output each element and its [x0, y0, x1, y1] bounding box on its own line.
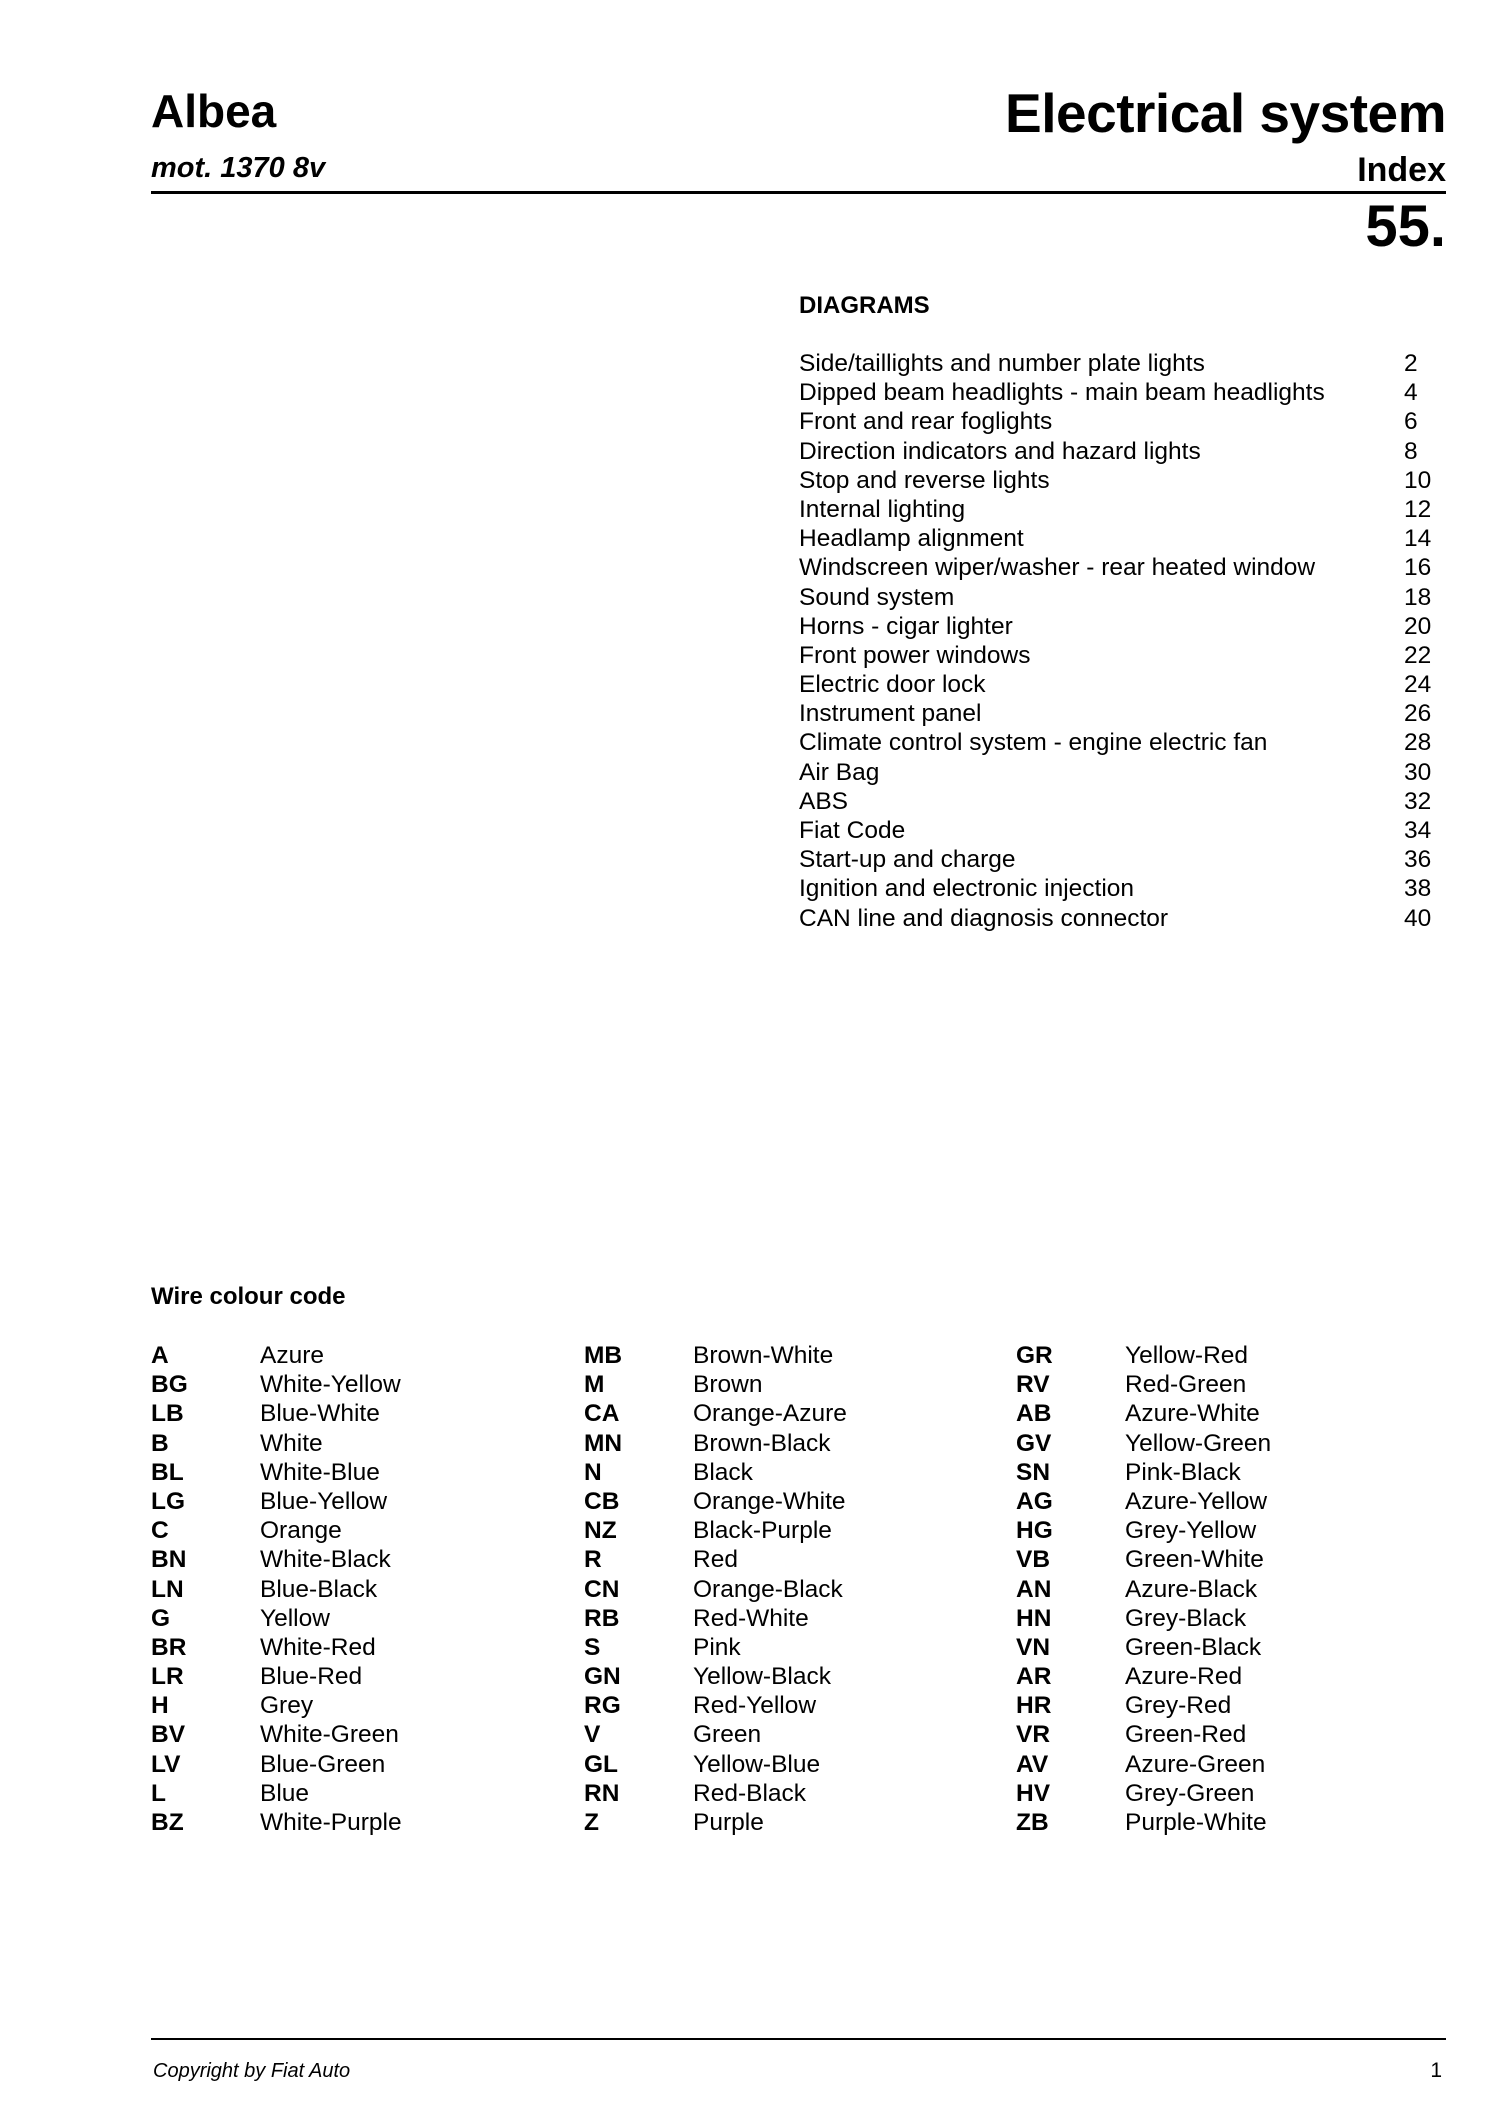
wire-code: LG [151, 1487, 186, 1515]
wire-code: AV [1016, 1750, 1049, 1778]
wire-code-row [151, 1750, 571, 1779]
diagram-page: 24 [1404, 671, 1432, 699]
diagram-list-item [799, 466, 1439, 495]
diagrams-list [799, 349, 1439, 933]
diagram-label: Direction indicators and hazard lights [799, 437, 1201, 465]
section-title: Index [1357, 151, 1446, 189]
wire-code: HG [1016, 1517, 1053, 1545]
wire-code-row [584, 1487, 1004, 1516]
wire-colour-name: Red [693, 1546, 738, 1574]
wire-code: BN [151, 1546, 187, 1574]
diagram-label: Fiat Code [799, 817, 906, 844]
wire-code: AB [1016, 1400, 1052, 1428]
copyright: Copyright by Fiat Auto [153, 2060, 351, 2082]
wire-colour-name: Orange-White [693, 1487, 846, 1515]
wire-colour-name: White [260, 1429, 323, 1457]
wire-code-row [1016, 1487, 1436, 1516]
wire-code: AG [1016, 1487, 1053, 1515]
diagram-list-item [799, 904, 1439, 933]
wire-code: RN [584, 1779, 620, 1807]
wire-colour-name: White-Yellow [260, 1371, 401, 1399]
diagram-page: 4 [1404, 379, 1418, 407]
wire-code: LB [151, 1400, 184, 1428]
wire-code-row [1016, 1575, 1436, 1604]
wire-colour-name: Blue-Red [260, 1663, 363, 1691]
wire-code: M [584, 1371, 605, 1399]
wire-code: S [584, 1633, 601, 1661]
wire-code-row [584, 1691, 1004, 1720]
wire-colour-name: Green-Black [1125, 1633, 1262, 1661]
wire-code-row [584, 1370, 1004, 1399]
wire-code: RG [584, 1692, 621, 1720]
wire-colour-name: Black-Purple [693, 1517, 832, 1545]
page-number: 1 [1430, 2059, 1442, 2082]
wire-colour-name: Pink [693, 1633, 741, 1661]
wire-colour-name: Yellow-Blue [693, 1750, 821, 1778]
diagram-list-item [799, 583, 1439, 612]
wire-code-row [584, 1662, 1004, 1691]
wire-colour-heading: Wire colour code [151, 1283, 346, 1310]
footer-divider [151, 2038, 1446, 2040]
diagram-label: Ignition and electronic injection [799, 875, 1135, 903]
diagram-label: CAN line and diagnosis connector [799, 904, 1169, 932]
wire-code: CN [584, 1575, 620, 1603]
wire-colour-name: Grey [260, 1692, 314, 1720]
chapter-number: 55. [1365, 194, 1446, 259]
wire-code-row [1016, 1720, 1436, 1749]
diagram-label: Side/taillights and number plate lights [799, 350, 1205, 377]
diagram-label: Start-up and charge [799, 846, 1016, 874]
brand-title: Albea [151, 85, 277, 137]
wire-code-row [584, 1575, 1004, 1604]
wire-colour-name: Orange-Azure [693, 1400, 847, 1428]
wire-code: RV [1016, 1371, 1050, 1399]
diagram-list-item [799, 787, 1439, 816]
wire-colour-name: Yellow-Red [1125, 1342, 1249, 1369]
wire-colour-name: Blue-Black [260, 1575, 378, 1603]
wire-code: HV [1016, 1779, 1051, 1807]
wire-code-row [151, 1487, 571, 1516]
diagram-list-item [799, 816, 1439, 845]
diagram-list-item [799, 699, 1439, 728]
wire-colour-name: Yellow [260, 1604, 330, 1632]
wire-code-row [584, 1720, 1004, 1749]
wire-code-row [1016, 1545, 1436, 1574]
wire-colour-name: White-Purple [260, 1809, 402, 1836]
wire-code-row [151, 1516, 571, 1545]
wire-colour-name: Red-Black [693, 1779, 807, 1807]
diagram-label: Horns - cigar lighter [799, 612, 1013, 640]
wire-code-row [151, 1458, 571, 1487]
wire-code: L [151, 1779, 166, 1807]
diagrams-heading: DIAGRAMS [799, 292, 930, 319]
wire-code: A [151, 1342, 169, 1369]
wire-colour-name: Yellow-Green [1125, 1429, 1272, 1457]
wire-code-row [1016, 1662, 1436, 1691]
wire-code: H [151, 1692, 169, 1720]
wire-code: G [151, 1604, 171, 1632]
diagram-page: 36 [1404, 846, 1432, 874]
wire-colour-name: Blue-Green [260, 1750, 386, 1778]
wire-code-row [1016, 1808, 1436, 1837]
diagram-page: 8 [1404, 437, 1418, 465]
wire-colour-name: Pink-Black [1125, 1458, 1241, 1486]
wire-code: V [584, 1721, 601, 1749]
diagram-label: Front power windows [799, 641, 1031, 669]
wire-code-row [584, 1779, 1004, 1808]
diagram-list-item [799, 378, 1439, 407]
diagram-label: Front and rear foglights [799, 408, 1053, 436]
wire-colour-name: Red-Green [1125, 1371, 1247, 1399]
diagram-list-item [799, 407, 1439, 436]
wire-code-row [1016, 1604, 1436, 1633]
wire-code-row [1016, 1399, 1436, 1428]
diagram-page: 12 [1404, 495, 1432, 523]
wire-code: GV [1016, 1429, 1052, 1457]
wire-code-row [151, 1575, 571, 1604]
wire-colour-name: Grey-Green [1125, 1779, 1255, 1807]
wire-colour-name: Purple-White [1125, 1809, 1267, 1836]
diagram-label: Air Bag [799, 758, 880, 786]
wire-colour-name: White-Blue [260, 1458, 380, 1486]
diagram-page: 26 [1404, 700, 1432, 728]
diagram-page: 14 [1404, 525, 1432, 553]
wire-code-row [1016, 1341, 1436, 1370]
wire-code: LN [151, 1575, 184, 1603]
wire-colour-name: Brown-White [693, 1342, 834, 1369]
wire-code: CA [584, 1400, 620, 1428]
wire-code-row [1016, 1633, 1436, 1662]
diagram-list-item [799, 874, 1439, 903]
diagram-list-item [799, 728, 1439, 757]
diagram-label: Stop and reverse lights [799, 466, 1050, 494]
wire-code-row [151, 1370, 571, 1399]
diagram-list-item [799, 553, 1439, 582]
wire-colour-name: Red-Yellow [693, 1692, 817, 1720]
wire-colour-name: Azure-Red [1125, 1663, 1243, 1691]
wire-code-row [584, 1633, 1004, 1662]
diagram-page: 22 [1404, 641, 1432, 669]
wire-code-row [584, 1808, 1004, 1837]
wire-code-row [151, 1341, 571, 1370]
wire-colour-name: Grey-Yellow [1125, 1517, 1257, 1545]
wire-column-1 [151, 1341, 571, 1837]
wire-code: R [584, 1546, 602, 1574]
wire-code-row [584, 1341, 1004, 1370]
diagram-list-item [799, 437, 1439, 466]
diagram-page: 10 [1404, 466, 1432, 494]
wire-code: RB [584, 1604, 620, 1632]
wire-colour-name: Orange [260, 1517, 342, 1545]
wire-column-2 [584, 1341, 1004, 1837]
diagram-label: ABS [799, 787, 849, 815]
wire-colour-name: Grey-Red [1125, 1692, 1232, 1720]
wire-code: Z [584, 1809, 599, 1836]
diagram-page: 2 [1404, 350, 1418, 377]
wire-code: AN [1016, 1575, 1052, 1603]
wire-colour-name: Azure-White [1125, 1400, 1260, 1428]
diagram-page: 28 [1404, 729, 1432, 757]
diagram-list-item [799, 612, 1439, 641]
wire-code: AR [1016, 1663, 1052, 1691]
diagram-page: 20 [1404, 612, 1432, 640]
diagram-label: Internal lighting [799, 495, 966, 523]
wire-colour-name: White-Green [260, 1721, 399, 1749]
diagram-list-item [799, 758, 1439, 787]
wire-code-row [151, 1662, 571, 1691]
diagram-list-item [799, 524, 1439, 553]
wire-code: BV [151, 1721, 186, 1749]
diagram-page: 16 [1404, 554, 1432, 582]
wire-colour-name: White-Red [260, 1633, 376, 1661]
wire-code: BL [151, 1458, 184, 1486]
wire-colour-name: Blue [260, 1779, 310, 1807]
diagram-page: 18 [1404, 583, 1432, 611]
wire-colour-name: Azure-Black [1125, 1575, 1258, 1603]
wire-code: GN [584, 1663, 621, 1691]
diagram-page: 30 [1404, 758, 1432, 786]
wire-code-row [151, 1720, 571, 1749]
wire-colour-name: Brown-Black [693, 1429, 831, 1457]
diagram-list-item [799, 670, 1439, 699]
diagram-page: 40 [1404, 904, 1432, 932]
diagram-list-item [799, 349, 1439, 378]
wire-colour-name: Grey-Black [1125, 1604, 1247, 1632]
wire-colour-name: Azure [260, 1342, 325, 1369]
wire-code-row [584, 1458, 1004, 1487]
wire-code-row [1016, 1370, 1436, 1399]
wire-colour-name: Green-Red [1125, 1721, 1247, 1749]
wire-code: MB [584, 1342, 623, 1369]
wire-code: VB [1016, 1546, 1051, 1574]
diagram-page: 6 [1404, 408, 1418, 436]
engine-subtitle: mot. 1370 8v [151, 152, 326, 184]
diagram-label: Sound system [799, 583, 955, 611]
wire-colour-name: Azure-Yellow [1125, 1487, 1268, 1515]
wire-colour-name: Orange-Black [693, 1575, 843, 1603]
page-title: Electrical system [1005, 82, 1446, 144]
wire-code: C [151, 1517, 169, 1545]
wire-code: N [584, 1458, 602, 1486]
wire-colour-name: Purple [693, 1809, 764, 1836]
wire-code-row [1016, 1779, 1436, 1808]
wire-code: B [151, 1429, 169, 1457]
wire-code-row [1016, 1458, 1436, 1487]
wire-code-row [584, 1604, 1004, 1633]
wire-code: MN [584, 1429, 623, 1457]
wire-code: BZ [151, 1809, 184, 1836]
wire-colour-name: Blue-White [260, 1400, 380, 1428]
wire-code: GR [1016, 1342, 1053, 1369]
wire-code-row [151, 1429, 571, 1458]
wire-code: ZB [1016, 1809, 1049, 1836]
diagram-label: Electric door lock [799, 671, 986, 699]
wire-code-row [1016, 1429, 1436, 1458]
wire-code: CB [584, 1487, 620, 1515]
wire-code-row [151, 1545, 571, 1574]
diagram-page: 34 [1404, 817, 1432, 844]
wire-code: BR [151, 1633, 187, 1661]
diagram-label: Headlamp alignment [799, 525, 1024, 553]
wire-code-row [584, 1750, 1004, 1779]
wire-colour-name: Brown [693, 1371, 763, 1399]
wire-code: LR [151, 1663, 184, 1691]
wire-code: SN [1016, 1458, 1051, 1486]
wire-column-3 [1016, 1341, 1436, 1837]
wire-colour-name: Blue-Yellow [260, 1487, 388, 1515]
wire-code-row [1016, 1750, 1436, 1779]
wire-code: HR [1016, 1692, 1052, 1720]
wire-colour-name: Green [693, 1721, 762, 1749]
wire-code: BG [151, 1371, 188, 1399]
wire-colour-name: White-Black [260, 1546, 391, 1574]
diagram-label: Climate control system - engine electric fan [799, 729, 1268, 757]
diagram-label: Dipped beam headlights - main beam headlights [799, 379, 1325, 407]
wire-code-row [151, 1691, 571, 1720]
diagram-list-item [799, 845, 1439, 874]
diagram-label: Windscreen wiper/washer - rear heated window [799, 554, 1316, 582]
wire-code-row [584, 1399, 1004, 1428]
diagram-page: 32 [1404, 787, 1432, 815]
wire-code-row [151, 1808, 571, 1837]
diagram-label: Instrument panel [799, 700, 982, 728]
diagram-list-item [799, 495, 1439, 524]
wire-code-row [584, 1429, 1004, 1458]
diagram-list-item [799, 641, 1439, 670]
wire-code-row [1016, 1516, 1436, 1545]
wire-code-row [151, 1779, 571, 1808]
wire-code-row [151, 1633, 571, 1662]
wire-code: VN [1016, 1633, 1051, 1661]
wire-code: GL [584, 1750, 619, 1778]
wire-code-row [151, 1604, 571, 1633]
header-divider [151, 191, 1446, 194]
wire-code-row [151, 1399, 571, 1428]
wire-colour-name: Azure-Green [1125, 1750, 1266, 1778]
wire-code: VR [1016, 1721, 1051, 1749]
wire-code-row [584, 1545, 1004, 1574]
wire-code: LV [151, 1750, 181, 1778]
wire-code: NZ [584, 1517, 617, 1545]
diagram-page: 38 [1404, 875, 1432, 903]
wire-code-row [1016, 1691, 1436, 1720]
wire-code: HN [1016, 1604, 1052, 1632]
wire-colour-name: Yellow-Black [693, 1663, 831, 1691]
wire-colour-name: Red-White [693, 1604, 809, 1632]
wire-code-row [584, 1516, 1004, 1545]
wire-colour-name: Green-White [1125, 1546, 1264, 1574]
wire-colour-name: Black [693, 1458, 753, 1486]
